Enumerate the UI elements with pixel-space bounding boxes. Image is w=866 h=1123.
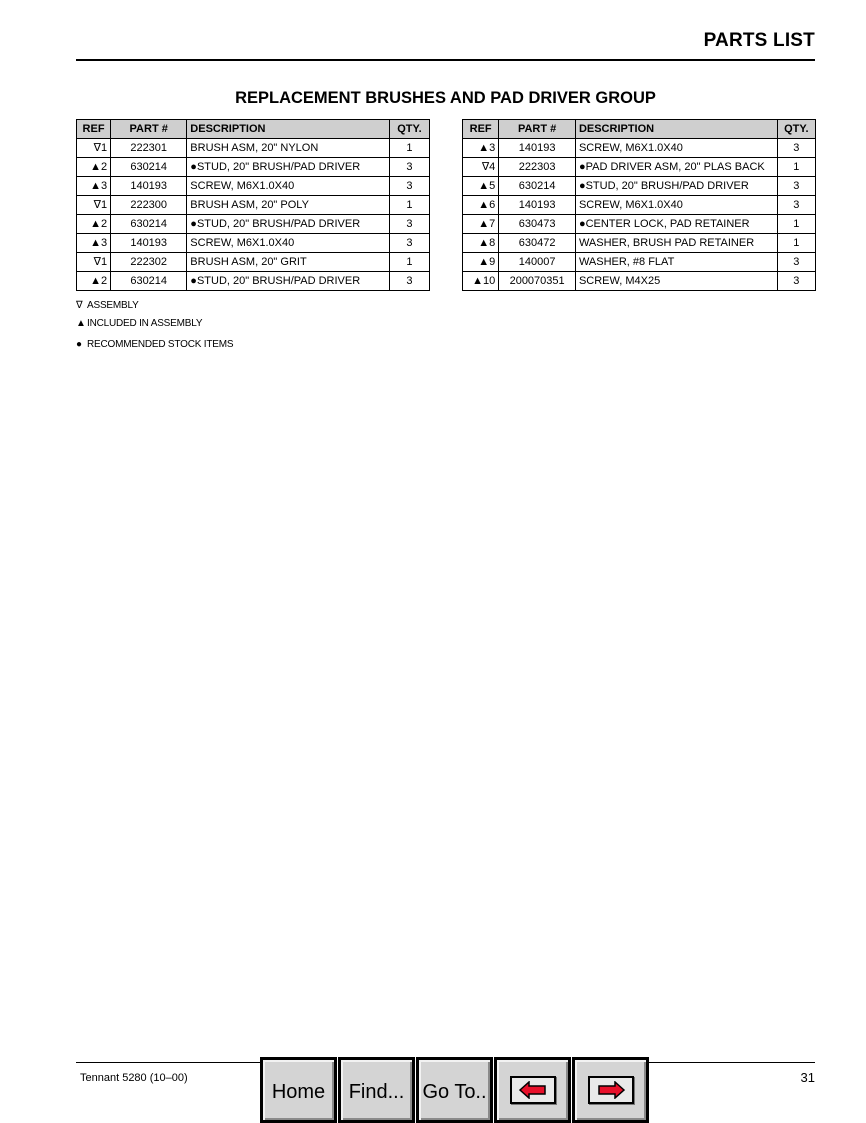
table-row bbox=[463, 139, 816, 158]
table-header-row bbox=[77, 120, 430, 139]
legend-included bbox=[76, 318, 202, 329]
cell-part: 140193 bbox=[499, 196, 576, 215]
parts-table-right bbox=[462, 119, 816, 291]
cell-part: 200070351 bbox=[499, 272, 576, 291]
cell-description: ●STUD, 20" BRUSH/PAD DRIVER bbox=[187, 215, 390, 234]
cell-part: 140007 bbox=[499, 253, 576, 272]
table-row bbox=[77, 234, 430, 253]
goto-button[interactable] bbox=[416, 1057, 493, 1123]
arrow-left-icon bbox=[510, 1076, 556, 1104]
cell-qty: 3 bbox=[389, 234, 429, 253]
page-title: PARTS LIST bbox=[703, 30, 815, 51]
table-row bbox=[463, 253, 816, 272]
cell-description: ●CENTER LOCK, PAD RETAINER bbox=[575, 215, 777, 234]
table-row bbox=[77, 177, 430, 196]
cell-description: ●STUD, 20" BRUSH/PAD DRIVER bbox=[575, 177, 777, 196]
home-button-label: Home bbox=[271, 1080, 326, 1103]
legend-text: INCLUDED IN ASSEMBLY bbox=[87, 318, 203, 329]
cell-qty: 3 bbox=[389, 158, 429, 177]
footer-divider-left bbox=[76, 1062, 261, 1063]
column-header-description: DESCRIPTION bbox=[575, 120, 777, 139]
table-row bbox=[463, 234, 816, 253]
cell-ref: ∇4 bbox=[463, 158, 499, 177]
cell-description: BRUSH ASM, 20" POLY bbox=[187, 196, 390, 215]
cell-qty: 3 bbox=[389, 272, 429, 291]
next-page-button[interactable] bbox=[572, 1057, 649, 1123]
cell-ref: ∇1 bbox=[77, 196, 111, 215]
column-header-description: DESCRIPTION bbox=[187, 120, 390, 139]
cell-description: WASHER, #8 FLAT bbox=[575, 253, 777, 272]
cell-description: SCREW, M6X1.0X40 bbox=[575, 196, 777, 215]
cell-qty: 3 bbox=[389, 215, 429, 234]
legend-stock bbox=[76, 339, 233, 350]
cell-qty: 1 bbox=[777, 234, 815, 253]
cell-description: BRUSH ASM, 20" NYLON bbox=[187, 139, 390, 158]
cell-part: 630214 bbox=[111, 158, 187, 177]
previous-page-button[interactable] bbox=[494, 1057, 571, 1123]
cell-ref: ▲6 bbox=[463, 196, 499, 215]
cell-part: 140193 bbox=[499, 139, 576, 158]
cell-qty: 1 bbox=[389, 253, 429, 272]
cell-ref: ∇1 bbox=[77, 253, 111, 272]
cell-ref: ▲2 bbox=[77, 215, 111, 234]
cell-ref: ∇1 bbox=[77, 139, 111, 158]
table-row bbox=[77, 215, 430, 234]
column-header-qty: QTY. bbox=[389, 120, 429, 139]
cell-qty: 3 bbox=[389, 177, 429, 196]
column-header-ref: REF bbox=[463, 120, 499, 139]
footer-divider-right bbox=[647, 1062, 815, 1063]
cell-qty: 3 bbox=[777, 177, 815, 196]
cell-ref: ▲9 bbox=[463, 253, 499, 272]
cell-ref: ▲5 bbox=[463, 177, 499, 196]
cell-ref: ▲3 bbox=[77, 234, 111, 253]
page-number: 31 bbox=[800, 1070, 815, 1085]
cell-part: 222301 bbox=[111, 139, 187, 158]
cell-qty: 3 bbox=[777, 253, 815, 272]
cell-part: 140193 bbox=[111, 234, 187, 253]
cell-part: 222302 bbox=[111, 253, 187, 272]
cell-ref: ▲8 bbox=[463, 234, 499, 253]
table-row bbox=[77, 158, 430, 177]
cell-qty: 3 bbox=[777, 139, 815, 158]
cell-part: 630214 bbox=[111, 215, 187, 234]
cell-description: WASHER, BRUSH PAD RETAINER bbox=[575, 234, 777, 253]
cell-part: 630473 bbox=[499, 215, 576, 234]
table-row bbox=[77, 139, 430, 158]
section-title: REPLACEMENT BRUSHES AND PAD DRIVER GROUP bbox=[235, 89, 656, 107]
cell-qty: 1 bbox=[777, 158, 815, 177]
cell-ref: ▲3 bbox=[463, 139, 499, 158]
goto-button-label: Go To.. bbox=[422, 1080, 487, 1103]
cell-qty: 3 bbox=[777, 196, 815, 215]
table-row bbox=[463, 177, 816, 196]
included-symbol-icon: ▲ bbox=[76, 318, 86, 329]
stock-symbol-icon: ● bbox=[76, 339, 82, 350]
cell-description: SCREW, M6X1.0X40 bbox=[187, 234, 390, 253]
cell-ref: ▲7 bbox=[463, 215, 499, 234]
table-row bbox=[463, 158, 816, 177]
cell-description: ●PAD DRIVER ASM, 20" PLAS BACK bbox=[575, 158, 777, 177]
navigation-bar bbox=[260, 1057, 650, 1123]
assembly-symbol-icon: ∇ bbox=[76, 300, 83, 311]
arrow-right-icon bbox=[588, 1076, 634, 1104]
legend-text: RECOMMENDED STOCK ITEMS bbox=[87, 339, 234, 350]
cell-ref: ▲2 bbox=[77, 272, 111, 291]
cell-description: SCREW, M6X1.0X40 bbox=[575, 139, 777, 158]
table-row bbox=[77, 272, 430, 291]
footer-document-id: Tennant 5280 (10–00) bbox=[80, 1072, 188, 1084]
table-row bbox=[463, 196, 816, 215]
cell-description: SCREW, M6X1.0X40 bbox=[187, 177, 390, 196]
cell-qty: 1 bbox=[777, 215, 815, 234]
cell-qty: 3 bbox=[777, 272, 815, 291]
column-header-part: PART # bbox=[499, 120, 576, 139]
cell-description: ●STUD, 20" BRUSH/PAD DRIVER bbox=[187, 272, 390, 291]
cell-ref: ▲3 bbox=[77, 177, 111, 196]
legend-assembly bbox=[76, 300, 139, 311]
legend-text: ASSEMBLY bbox=[87, 300, 139, 311]
cell-part: 630214 bbox=[111, 272, 187, 291]
header-divider bbox=[76, 59, 815, 61]
cell-part: 222300 bbox=[111, 196, 187, 215]
cell-part: 222303 bbox=[499, 158, 576, 177]
table-row bbox=[77, 253, 430, 272]
column-header-ref: REF bbox=[77, 120, 111, 139]
cell-part: 630214 bbox=[499, 177, 576, 196]
home-button[interactable] bbox=[260, 1057, 337, 1123]
column-header-part: PART # bbox=[111, 120, 187, 139]
cell-description: BRUSH ASM, 20" GRIT bbox=[187, 253, 390, 272]
cell-description: SCREW, M4X25 bbox=[575, 272, 777, 291]
cell-qty: 1 bbox=[389, 196, 429, 215]
cell-ref: ▲2 bbox=[77, 158, 111, 177]
table-row bbox=[77, 196, 430, 215]
cell-part: 630472 bbox=[499, 234, 576, 253]
cell-part: 140193 bbox=[111, 177, 187, 196]
cell-qty: 1 bbox=[389, 139, 429, 158]
cell-ref: ▲10 bbox=[463, 272, 499, 291]
find-button[interactable] bbox=[338, 1057, 415, 1123]
table-row bbox=[463, 215, 816, 234]
parts-table-left bbox=[76, 119, 430, 291]
column-header-qty: QTY. bbox=[777, 120, 815, 139]
cell-description: ●STUD, 20" BRUSH/PAD DRIVER bbox=[187, 158, 390, 177]
table-header-row bbox=[463, 120, 816, 139]
table-row bbox=[463, 272, 816, 291]
find-button-label: Find... bbox=[348, 1080, 405, 1103]
